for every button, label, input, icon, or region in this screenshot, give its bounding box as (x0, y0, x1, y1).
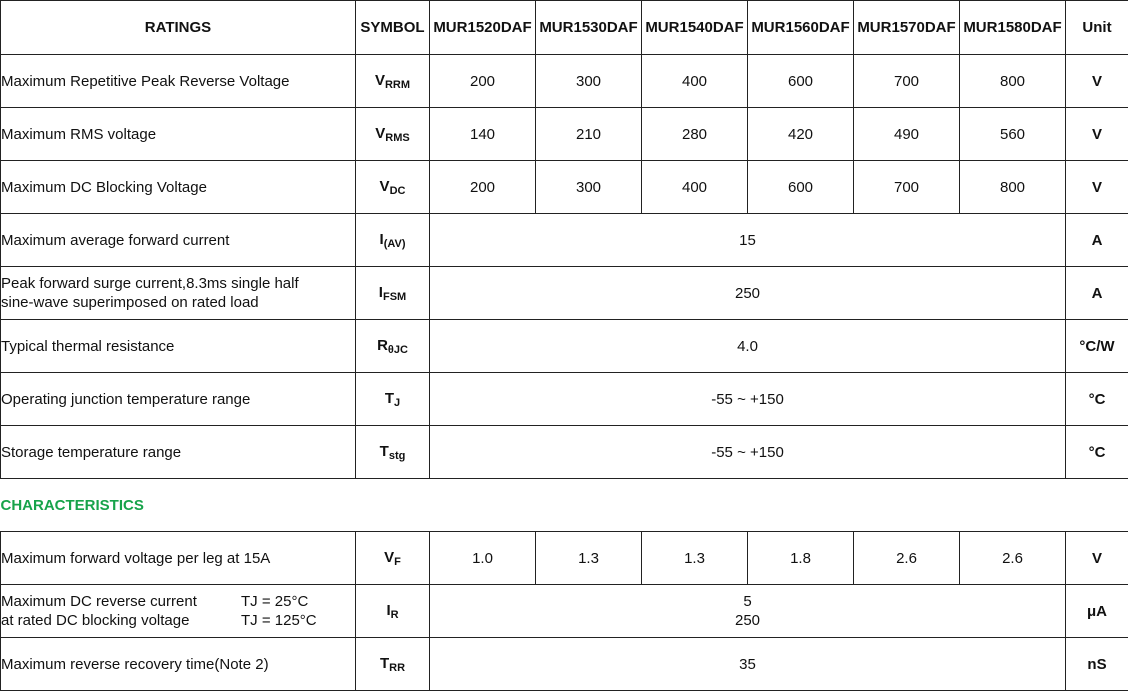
symbol-cell (356, 161, 430, 214)
model-header: MUR1560DAF (748, 1, 854, 55)
symbol-sub: F (394, 556, 401, 568)
param-label: Maximum DC Blocking Voltage (1, 161, 356, 214)
param-line: Peak forward surge current,8.3ms single half (1, 274, 355, 293)
value-cell: 800 (960, 161, 1066, 214)
symbol-main: V (380, 178, 390, 195)
symbol-header: SYMBOL (356, 1, 430, 55)
unit-cell: °C (1066, 426, 1128, 479)
model-header: MUR1570DAF (854, 1, 960, 55)
symbol-cell (356, 55, 430, 108)
symbol-sub: DC (390, 185, 406, 197)
symbol-main: T (380, 655, 389, 672)
symbol-main: R (377, 337, 388, 354)
unit-cell: A (1066, 214, 1128, 267)
value-cell: 560 (960, 108, 1066, 161)
symbol-cell (356, 373, 430, 426)
value-cell: -55 ~ +150 (430, 373, 1066, 426)
table-row (1, 638, 1128, 691)
param-label: Storage temperature range (1, 426, 356, 479)
value-cell: 400 (642, 55, 748, 108)
symbol-main: V (375, 125, 385, 142)
symbol-main: I (386, 602, 390, 619)
table-row (1, 320, 1128, 373)
table-row (1, 532, 1128, 585)
value-cell (430, 585, 1066, 638)
unit-cell: V (1066, 532, 1128, 585)
ratings-header: RATINGS (1, 1, 356, 55)
value-cell: -55 ~ +150 (430, 426, 1066, 479)
condition-text: TJ = 125°C (241, 611, 317, 630)
symbol-cell (356, 532, 430, 585)
value-cell: 280 (642, 108, 748, 161)
unit-cell: μA (1066, 585, 1128, 638)
unit-cell: °C/W (1066, 320, 1128, 373)
value-cell: 1.8 (748, 532, 854, 585)
table-row (1, 214, 1128, 267)
value-line: 5 (430, 592, 1065, 611)
table-row (1, 426, 1128, 479)
table-row (1, 161, 1128, 214)
header-row (1, 1, 1128, 55)
value-cell: 490 (854, 108, 960, 161)
param-label: Typical thermal resistance (1, 320, 356, 373)
condition-text: TJ = 25°C (241, 592, 308, 611)
unit-cell: nS (1066, 638, 1128, 691)
model-header: MUR1530DAF (536, 1, 642, 55)
param-label (1, 267, 356, 320)
symbol-sub: R (391, 609, 399, 621)
value-cell: 15 (430, 214, 1066, 267)
value-cell: 4.0 (430, 320, 1066, 373)
value-cell: 300 (536, 55, 642, 108)
symbol-sub: (AV) (384, 238, 406, 250)
param-label: Maximum average forward current (1, 214, 356, 267)
param-label: Maximum reverse recovery time(Note 2) (1, 638, 356, 691)
value-cell: 2.6 (854, 532, 960, 585)
param-label: Operating junction temperature range (1, 373, 356, 426)
symbol-cell (356, 585, 430, 638)
value-cell: 700 (854, 161, 960, 214)
param-label: Maximum forward voltage per leg at 15A (1, 532, 356, 585)
symbol-sub: θJC (388, 344, 408, 356)
value-cell: 140 (430, 108, 536, 161)
value-cell: 400 (642, 161, 748, 214)
table-row (1, 267, 1128, 320)
symbol-cell (356, 108, 430, 161)
value-cell: 1.0 (430, 532, 536, 585)
value-cell: 250 (430, 267, 1066, 320)
param-line: sine-wave superimposed on rated load (1, 293, 355, 312)
table-row (1, 108, 1128, 161)
param-line (1, 592, 355, 611)
model-header: MUR1520DAF (430, 1, 536, 55)
characteristics-section-label: CHARACTERISTICS (1, 479, 1128, 532)
symbol-cell (356, 426, 430, 479)
value-cell: 200 (430, 161, 536, 214)
section-row (1, 479, 1128, 532)
table-row (1, 585, 1128, 638)
unit-cell: °C (1066, 373, 1128, 426)
unit-header: Unit (1066, 1, 1128, 55)
symbol-main: V (375, 72, 385, 89)
symbol-main: I (379, 284, 383, 301)
symbol-sub: stg (389, 450, 406, 462)
symbol-cell (356, 320, 430, 373)
param-label (1, 585, 356, 638)
unit-cell: V (1066, 161, 1128, 214)
value-line: 250 (430, 611, 1065, 630)
symbol-sub: RR (389, 662, 405, 674)
value-cell: 35 (430, 638, 1066, 691)
table-row (1, 55, 1128, 108)
value-cell: 600 (748, 55, 854, 108)
table-row (1, 373, 1128, 426)
model-header: MUR1540DAF (642, 1, 748, 55)
param-label: Maximum Repetitive Peak Reverse Voltage (1, 55, 356, 108)
unit-cell: V (1066, 108, 1128, 161)
param-line (1, 611, 355, 630)
value-cell: 300 (536, 161, 642, 214)
value-cell: 2.6 (960, 532, 1066, 585)
symbol-main: T (380, 443, 389, 460)
symbol-sub: J (394, 397, 400, 409)
symbol-main: V (384, 549, 394, 566)
param-label: Maximum RMS voltage (1, 108, 356, 161)
symbol-sub: FSM (383, 291, 406, 303)
symbol-cell (356, 267, 430, 320)
value-cell: 800 (960, 55, 1066, 108)
unit-cell: A (1066, 267, 1128, 320)
value-cell: 420 (748, 108, 854, 161)
symbol-sub: RRM (385, 79, 410, 91)
param-text: Maximum DC reverse current (1, 592, 241, 611)
symbol-cell (356, 638, 430, 691)
value-cell: 1.3 (642, 532, 748, 585)
unit-cell: V (1066, 55, 1128, 108)
symbol-main: I (380, 231, 384, 248)
value-cell: 600 (748, 161, 854, 214)
value-cell: 210 (536, 108, 642, 161)
model-header: MUR1580DAF (960, 1, 1066, 55)
symbol-cell (356, 214, 430, 267)
value-cell: 1.3 (536, 532, 642, 585)
symbol-main: T (385, 390, 394, 407)
value-cell: 200 (430, 55, 536, 108)
param-text: at rated DC blocking voltage (1, 611, 241, 630)
value-cell: 700 (854, 55, 960, 108)
symbol-sub: RMS (385, 132, 409, 144)
